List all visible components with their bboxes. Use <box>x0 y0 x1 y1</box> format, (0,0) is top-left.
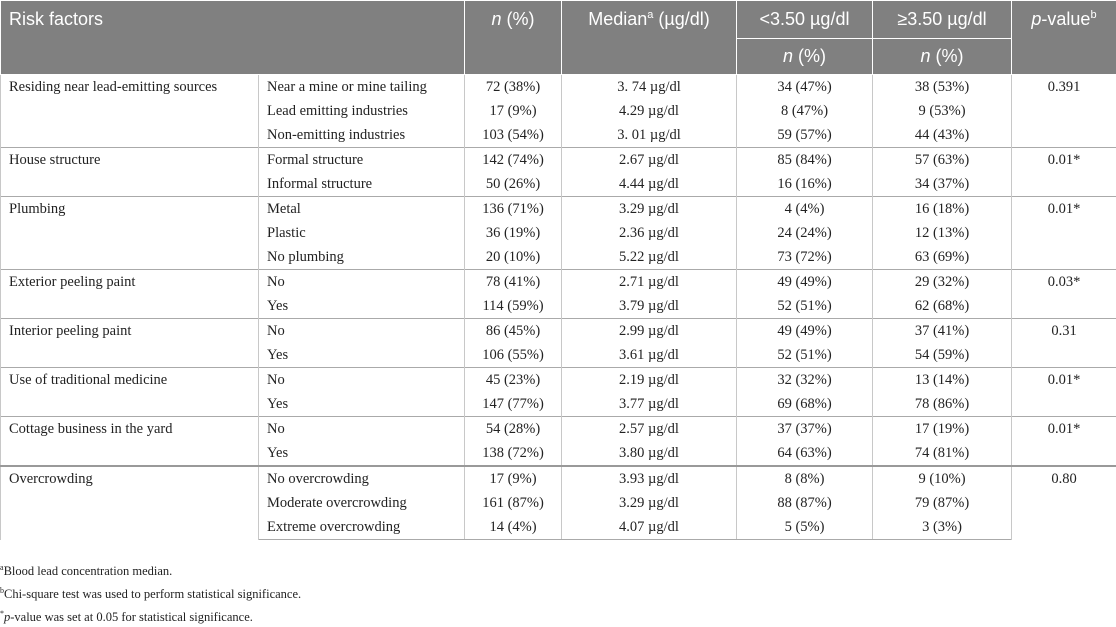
above-threshold-value: 78 (86%) <box>873 392 1012 417</box>
n-percent-value: 114 (59%) <box>465 294 562 319</box>
header-p-value: p-value$^b$ <box>1012 1 1116 75</box>
table-row <box>1 197 1116 222</box>
below-threshold-value: 49 (49%) <box>737 270 873 295</box>
subcategory-label: Extreme overcrowding <box>259 515 465 540</box>
below-threshold-value: 5 (5%) <box>737 515 873 540</box>
subcategory-label: Yes <box>259 294 465 319</box>
median-value: 5.22 µg/dl <box>562 245 737 270</box>
above-threshold-value: 79 (87%) <box>873 491 1012 515</box>
table-body <box>1 75 1116 540</box>
subcategory-label: No <box>259 319 465 344</box>
table-row <box>1 417 1116 442</box>
below-threshold-value: 85 (84%) <box>737 148 873 173</box>
n-percent-value: 161 (87%) <box>465 491 562 515</box>
risk-factor-label: Plumbing <box>1 197 259 270</box>
header-risk-factors: Risk factors <box>1 1 465 75</box>
median-value: 4.07 µg/dl <box>562 515 737 540</box>
below-threshold-value: 59 (57%) <box>737 123 873 148</box>
median-value: 3.29 µg/dl <box>562 491 737 515</box>
n-percent-value: 78 (41%) <box>465 270 562 295</box>
n-percent-value: 138 (72%) <box>465 441 562 466</box>
n-percent-value: 106 (55%) <box>465 343 562 368</box>
subcategory-label: Formal structure <box>259 148 465 173</box>
n-percent-value: 86 (45%) <box>465 319 562 344</box>
n-percent-value: 36 (19%) <box>465 221 562 245</box>
below-threshold-value: 49 (49%) <box>737 319 873 344</box>
median-value: 3.93 µg/dl <box>562 466 737 491</box>
n-percent-value: 54 (28%) <box>465 417 562 442</box>
above-threshold-value: 62 (68%) <box>873 294 1012 319</box>
subcategory-label: Yes <box>259 441 465 466</box>
below-threshold-value: 34 (47%) <box>737 75 873 100</box>
above-threshold-value: 3 (3%) <box>873 515 1012 540</box>
n-percent-value: 103 (54%) <box>465 123 562 148</box>
median-value: 2.99 µg/dl <box>562 319 737 344</box>
subcategory-label: Non-emitting industries <box>259 123 465 148</box>
risk-factor-label: Interior peeling paint <box>1 319 259 368</box>
above-threshold-value: 37 (41%) <box>873 319 1012 344</box>
above-threshold-value: 54 (59%) <box>873 343 1012 368</box>
p-value: 0.03* <box>1012 270 1116 319</box>
below-threshold-value: 16 (16%) <box>737 172 873 197</box>
median-value: 2.57 µg/dl <box>562 417 737 442</box>
above-threshold-value: 74 (81%) <box>873 441 1012 466</box>
subcategory-label: No overcrowding <box>259 466 465 491</box>
footnote-b: $^b$Chi-square test was used to perform statistical significance. <box>0 581 301 604</box>
subheader-n-percent-below: n (%) <box>737 39 873 75</box>
table-row <box>1 368 1116 393</box>
below-threshold-value: 69 (68%) <box>737 392 873 417</box>
below-threshold-value: 64 (63%) <box>737 441 873 466</box>
above-threshold-value: 9 (10%) <box>873 466 1012 491</box>
above-threshold-value: 38 (53%) <box>873 75 1012 100</box>
above-threshold-value: 13 (14%) <box>873 368 1012 393</box>
median-value: 3.77 µg/dl <box>562 392 737 417</box>
subcategory-label: Yes <box>259 343 465 368</box>
table-row <box>1 270 1116 295</box>
subcategory-label: Informal structure <box>259 172 465 197</box>
subcategory-label: Metal <box>259 197 465 222</box>
header-median: Median$^a$ (µg/dl) <box>562 1 737 75</box>
median-value: 3.80 µg/dl <box>562 441 737 466</box>
median-value: 2.71 µg/dl <box>562 270 737 295</box>
above-threshold-value: 34 (37%) <box>873 172 1012 197</box>
p-value: 0.80 <box>1012 466 1116 540</box>
above-threshold-value: 29 (32%) <box>873 270 1012 295</box>
header-above-threshold: ≥3.50 µg/dl <box>873 1 1012 39</box>
median-value: 3. 74 µg/dl <box>562 75 737 100</box>
table-row <box>1 75 1116 100</box>
p-value: 0.01* <box>1012 148 1116 197</box>
p-value: 0.01* <box>1012 417 1116 467</box>
median-value: 3. 01 µg/dl <box>562 123 737 148</box>
median-value: 2.36 µg/dl <box>562 221 737 245</box>
subcategory-label: Lead emitting industries <box>259 99 465 123</box>
median-value: 3.29 µg/dl <box>562 197 737 222</box>
risk-factor-label: House structure <box>1 148 259 197</box>
subcategory-label: No <box>259 417 465 442</box>
n-percent-value: 142 (74%) <box>465 148 562 173</box>
below-threshold-value: 52 (51%) <box>737 343 873 368</box>
median-value: 3.79 µg/dl <box>562 294 737 319</box>
subcategory-label: No <box>259 270 465 295</box>
below-threshold-value: 8 (47%) <box>737 99 873 123</box>
table-header <box>1 1 1116 75</box>
n-percent-value: 20 (10%) <box>465 245 562 270</box>
footnote-a: $^a$Blood lead concentration median. <box>0 558 301 581</box>
n-percent-value: 147 (77%) <box>465 392 562 417</box>
median-value: 2.67 µg/dl <box>562 148 737 173</box>
below-threshold-value: 8 (8%) <box>737 466 873 491</box>
p-value: 0.01* <box>1012 197 1116 270</box>
below-threshold-value: 37 (37%) <box>737 417 873 442</box>
subcategory-label: Near a mine or mine tailing <box>259 75 465 100</box>
above-threshold-value: 44 (43%) <box>873 123 1012 148</box>
median-value: 4.29 µg/dl <box>562 99 737 123</box>
above-threshold-value: 57 (63%) <box>873 148 1012 173</box>
table-row <box>1 466 1116 491</box>
risk-factor-label: Exterior peeling paint <box>1 270 259 319</box>
n-percent-value: 45 (23%) <box>465 368 562 393</box>
footnote-significance: *p-value was set at 0.05 for statistical significance. <box>0 604 301 627</box>
risk-factor-label: Cottage business in the yard <box>1 417 259 467</box>
below-threshold-value: 88 (87%) <box>737 491 873 515</box>
subcategory-label: Yes <box>259 392 465 417</box>
p-value: 0.01* <box>1012 368 1116 417</box>
table-row <box>1 148 1116 173</box>
below-threshold-value: 32 (32%) <box>737 368 873 393</box>
risk-factor-label: Residing near lead-emitting sources <box>1 75 259 148</box>
risk-factor-label: Overcrowding <box>1 466 259 540</box>
risk-factor-label: Use of traditional medicine <box>1 368 259 417</box>
below-threshold-value: 4 (4%) <box>737 197 873 222</box>
header-n-percent: n (%) <box>465 1 562 75</box>
subcategory-label: Plastic <box>259 221 465 245</box>
subcategory-label: No <box>259 368 465 393</box>
n-percent-value: 72 (38%) <box>465 75 562 100</box>
above-threshold-value: 16 (18%) <box>873 197 1012 222</box>
table-row <box>1 319 1116 344</box>
n-percent-value: 17 (9%) <box>465 466 562 491</box>
below-threshold-value: 24 (24%) <box>737 221 873 245</box>
below-threshold-value: 52 (51%) <box>737 294 873 319</box>
above-threshold-value: 63 (69%) <box>873 245 1012 270</box>
p-value: 0.391 <box>1012 75 1116 148</box>
below-threshold-value: 73 (72%) <box>737 245 873 270</box>
n-percent-value: 17 (9%) <box>465 99 562 123</box>
median-value: 3.61 µg/dl <box>562 343 737 368</box>
median-value: 2.19 µg/dl <box>562 368 737 393</box>
subcategory-label: Moderate overcrowding <box>259 491 465 515</box>
above-threshold-value: 9 (53%) <box>873 99 1012 123</box>
subcategory-label: No plumbing <box>259 245 465 270</box>
p-value: 0.31 <box>1012 319 1116 368</box>
above-threshold-value: 12 (13%) <box>873 221 1012 245</box>
above-threshold-value: 17 (19%) <box>873 417 1012 442</box>
header-below-threshold: <3.50 µg/dl <box>737 1 873 39</box>
n-percent-value: 50 (26%) <box>465 172 562 197</box>
subheader-n-percent-above: n (%) <box>873 39 1012 75</box>
median-value: 4.44 µg/dl <box>562 172 737 197</box>
n-percent-value: 136 (71%) <box>465 197 562 222</box>
n-percent-value: 14 (4%) <box>465 515 562 540</box>
